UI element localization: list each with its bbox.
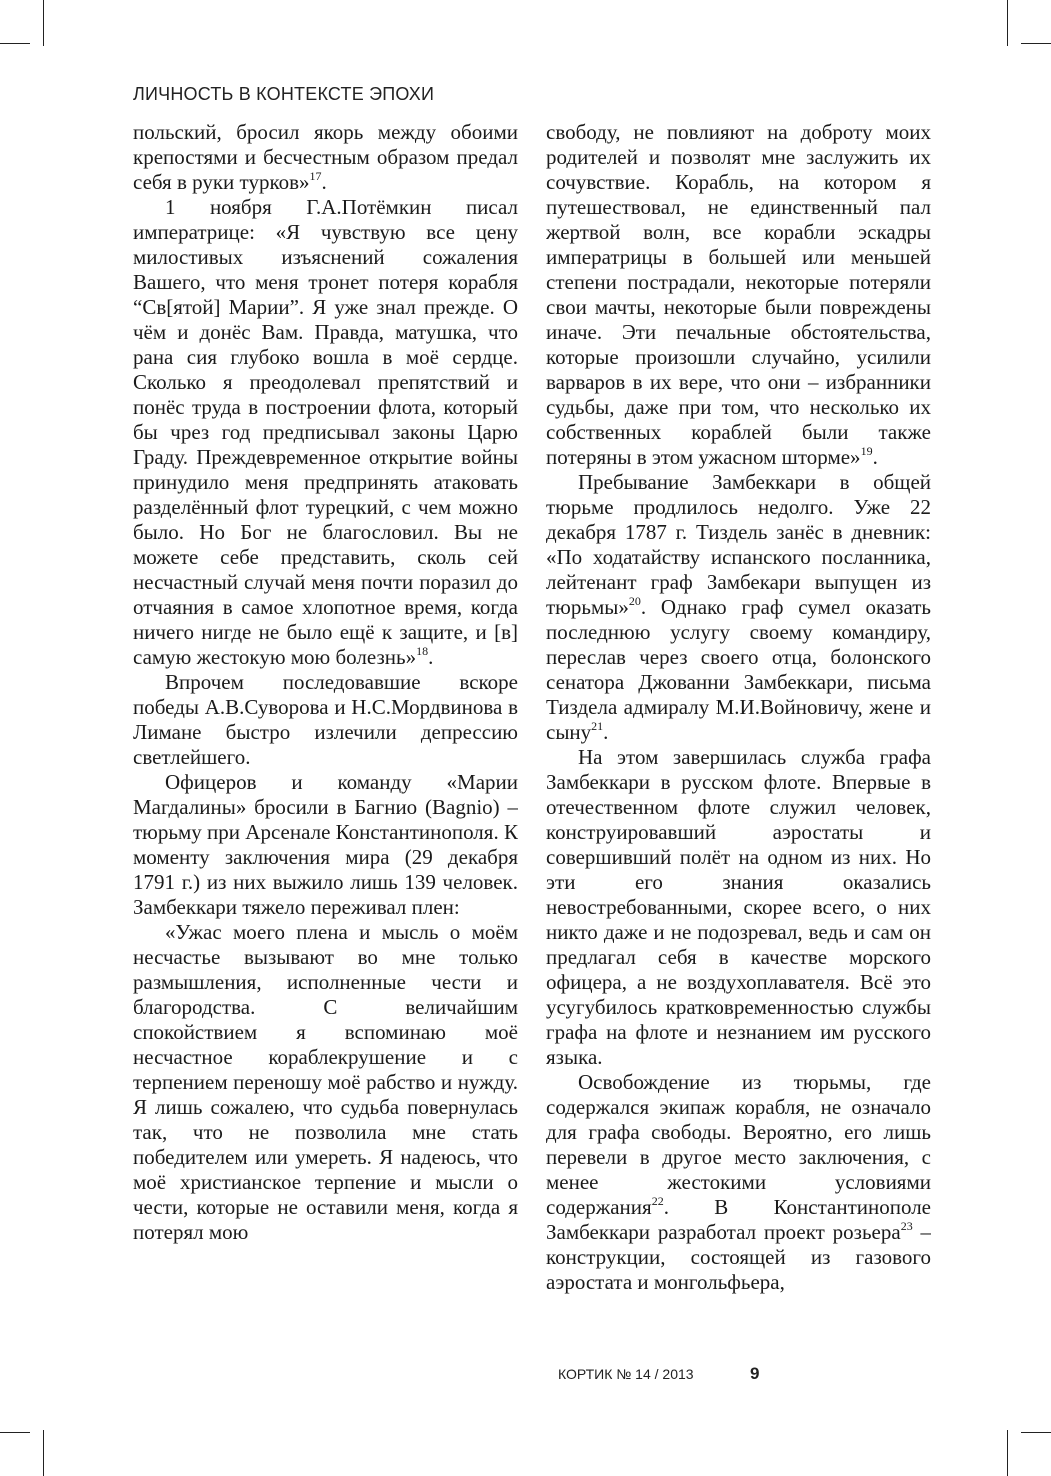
- footnote-ref-23[interactable]: 23: [900, 1219, 913, 1233]
- crop-mark-bottom-left-h: [0, 1432, 30, 1433]
- footnote-ref-21[interactable]: 21: [591, 719, 604, 733]
- crop-mark-top-left: [43, 0, 44, 46]
- crop-mark-top-left-h: [0, 43, 30, 44]
- crop-mark-top-right-h: [1021, 43, 1051, 44]
- left-paragraph-5-quote: «Ужас моего плена и мысль о моём несчастье вызывают во мне только размышления, исполненные чести и благородства. С величайшим спокойствием я вспоминаю моё несчастное кораблекрушение и с терпением переношу моё рабство и нужду. Я лишь сожалею, что судьба повернулась так, что не позволила мне стать победителем или умереть. Я надеюсь, что моё христианское терпение и мысли о чести, которые не оставили меня, когда я потерял мою: [133, 920, 518, 1244]
- right-paragraph-4: Освобождение из тюрьмы, где содержался экипаж корабля, не означало для графа свободы. Вероятно, его лишь перевели в другое место заключения, с менее жестокими условиями содержания$^{22}$. В Константинополе Замбеккари разработал проект розьера$^{23}$ – конструкции, состоящей из газового аэростата и монгольфьера,: [546, 1070, 931, 1294]
- left-paragraph-4: Офицеров и команду «Марии Магдалины» бросили в Багнио (Bagnio) – тюрьму при Арсенале Константинополя. К моменту заключения мира (29 декабря 1791 г.) из них выжило лишь 139 человек. Замбеккари тяжело переживал плен:: [133, 770, 518, 919]
- crop-mark-bottom-left: [43, 1430, 44, 1476]
- left-paragraph-2: 1 ноября Г.А.Потёмкин писал императрице: «Я чувствую все цену милостивых изъяснений сожаления Вашего, что меня тронет потеря корабля “Св[ятой] Марии”. Я уже знал прежде. О чём и донёс Вам. Правда, матушка, что рана сия глубоко вошла в моё сердце. Сколько я преодолевал препятствий и понёс труда в построении флота, который бы чрез год предписывал законы Царю Граду. Преждевременное открытие войны принудило меня предпринять атаковать разделённый флот турецкий, с чем можно было. Но Бог не благословил. Вы не можете себе представить, сколь сей несчастный случай меня почти поразил до отчаяния в самое хлопотное время, когда ничего нигде не было ещё к защите, и [в] самую жестокую мою болезнь»$^{18}$.: [133, 195, 518, 669]
- crop-mark-bottom-right-h: [1021, 1432, 1051, 1433]
- left-paragraph-1: польский, бросил якорь между обоими крепостями и бесчестным образом предал себя в руки турков»$^{17}$.: [133, 120, 518, 194]
- page-number: 9: [750, 1364, 760, 1383]
- left-paragraph-3: Впрочем последовавшие вскоре победы А.В.Суворова и Н.С.Мордвинова в Лимане быстро излечили депрессию светлейшего.: [133, 670, 518, 769]
- footnote-ref-19[interactable]: 19: [860, 444, 873, 458]
- footnote-ref-22[interactable]: 22: [651, 1194, 664, 1208]
- footnote-ref-18[interactable]: 18: [416, 644, 429, 658]
- magazine-issue-label: КОРТИК № 14 / 2013: [558, 1366, 694, 1382]
- crop-mark-top-right: [1007, 0, 1008, 46]
- right-paragraph-2: Пребывание Замбеккари в общей тюрьме продлилось недолго. Уже 22 декабря 1787 г. Тиздель занёс в дневник: «По ходатайству испанского посланника, лейтенант граф Замбекари выпущен из тюрьмы»$^{20}$. Однако граф сумел оказать последнюю услугу своему командиру, переслав через своего отца, болонского сенатора Джованни Замбеккари, письма Тиздела адмиралу М.И.Войновичу, жене и сыну$^{21}$.: [546, 470, 931, 744]
- right-paragraph-3: На этом завершилась служба графа Замбеккари в русском флоте. Впервые в отечественном флоте служил человек, конструировавший аэростаты и совершивший полёт на одном из них. Но эти его знания оказались невостребованными, скорее всего, о них никто даже и не подозревал, ведь и сам он предлагал себя в качестве морского офицера, а не воздухоплавателя. Всё это усугубилось кратковременностью службы графа на флоте и незнанием им русского языка.: [546, 745, 931, 1069]
- footnote-ref-17[interactable]: 17: [309, 169, 322, 183]
- footnote-ref-20[interactable]: 20: [628, 594, 641, 608]
- running-header: ЛИЧНОСТЬ В КОНТЕКСТЕ ЭПОХИ: [133, 84, 435, 104]
- right-paragraph-1: свободу, не повлияют на доброту моих родителей и позволят мне заслужить их сочувствие. Корабль, на котором я путешествовал, не единственный пал жертвой волн, все корабли эскадры императрицы в большей или меньшей степени пострадали, некоторые потеряли свои мачты, некоторые были повреждены иначе. Эти печальные обстоятельства, которые произошли случайно, усилили варваров в их вере, что они – избранники судьбы, даже при том, что несколько их собственных кораблей были также потеряны в этом ужасном шторме»$^{19}$.: [546, 120, 931, 469]
- right-column: [546, 120, 931, 1332]
- crop-mark-bottom-right: [1007, 1430, 1008, 1476]
- left-column: [133, 120, 518, 1332]
